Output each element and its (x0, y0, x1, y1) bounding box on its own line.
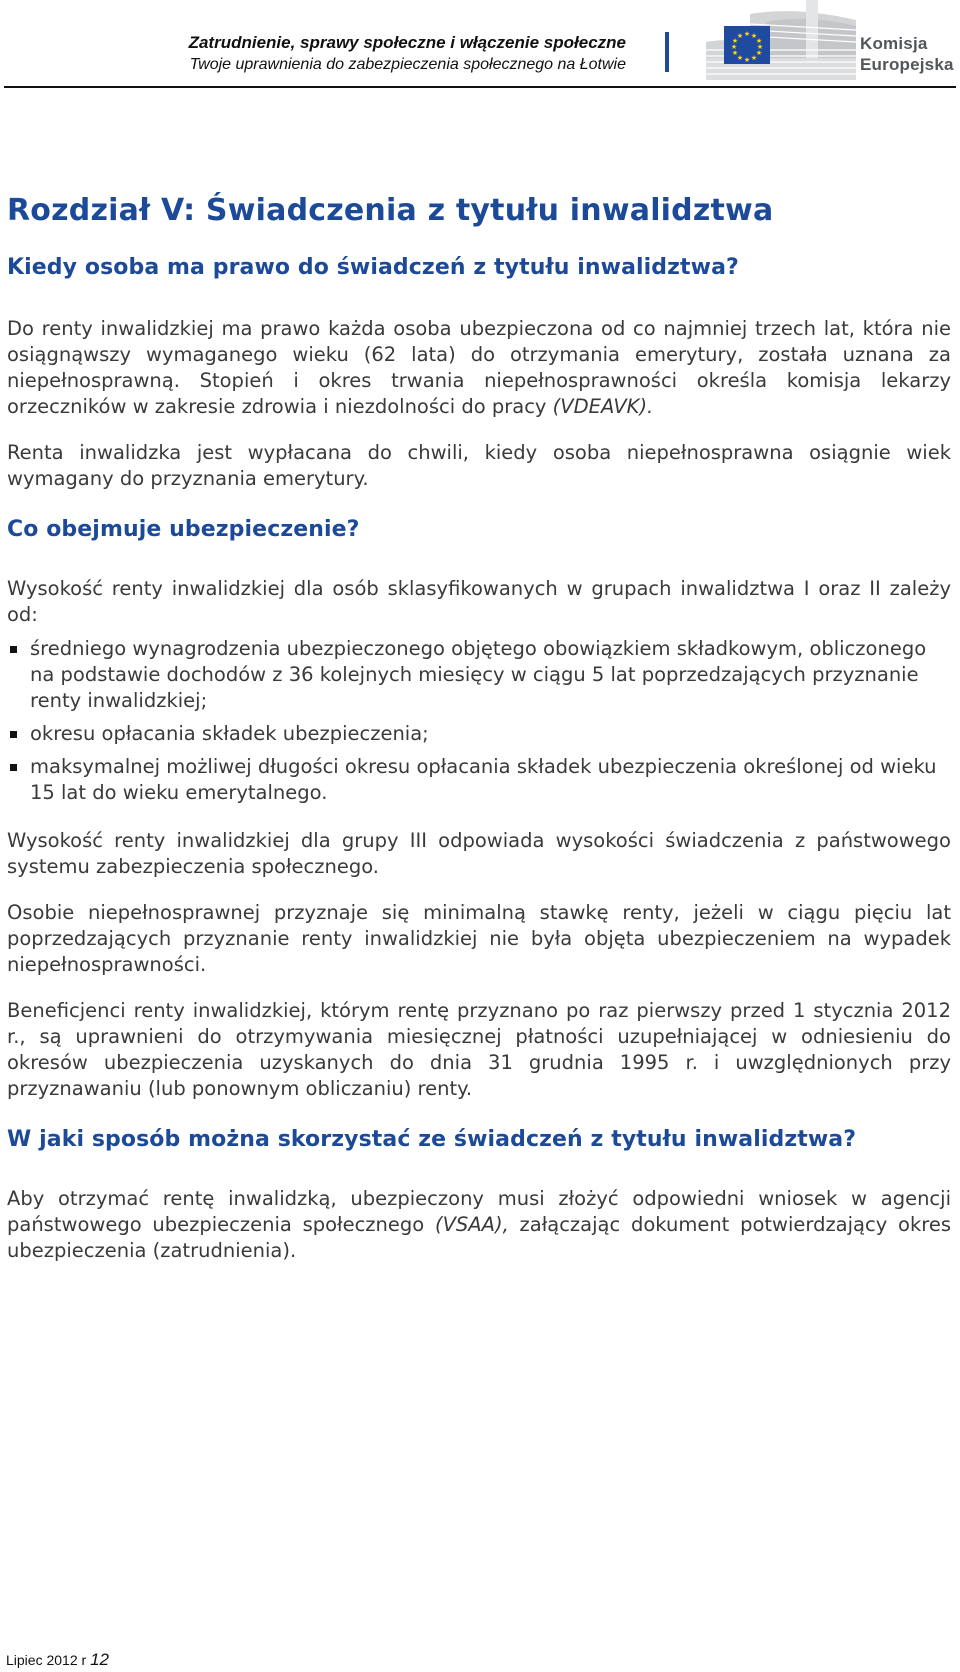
logo-line2: Europejska (860, 55, 954, 74)
abbreviation-vsaa: (VSAA), (434, 1213, 509, 1236)
header-department: Zatrudnienie, sprawy społeczne i włączenie społeczne (188, 33, 626, 52)
chapter-title: Rozdział V: Świadczenia z tytułu inwalidztwa (7, 193, 774, 228)
bullet-square-icon (10, 646, 17, 653)
bullet-list (7, 636, 951, 806)
svg-text:★: ★ (731, 49, 739, 57)
list-item-text: średniego wynagrodzenia ubezpieczonego objętego obowiązkiem składkowym, obliczonego na podstawie dochodów z 36 kolejnych miesięcy w ciągu 5 lat poprzedzających przyznanie renty inwalidzkiej; (30, 637, 927, 712)
list-item-text: maksymalnej możliwej długości okresu opłacania składek ubezpieczenia określonej od wieku 15 lat do wieku emerytalnego. (30, 755, 937, 804)
svg-text:★: ★ (755, 49, 763, 57)
list-item (7, 721, 951, 747)
header-rule (4, 86, 956, 88)
paragraph-minimal-rate: Osobie niepełnosprawnej przyznaje się minimalną stawkę renty, jeżeli w ciągu pięciu lat poprzedzających przyznanie renty inwalidzkiej nie była objęta ubezpieczeniem na wypadek niepełnosprawności. (7, 901, 951, 976)
document-body (7, 188, 951, 1264)
paragraph-eligibility (7, 316, 951, 420)
bullet-square-icon (10, 731, 17, 738)
header-text (189, 32, 626, 75)
section-heading-how-to-apply: W jaki sposób można skorzystać ze świadczeń z tytułu inwalidztwa? (7, 1127, 857, 1152)
svg-text:★: ★ (743, 30, 751, 38)
page-number: 12 (90, 1650, 109, 1669)
paragraph-beneficiaries: Beneficjenci renty inwalidzkiej, którym rentę przyznano po raz pierwszy przed 1 stycznia 2012 r., są uprawnieni do otrzymywania miesięcznej płatności uzupełniającej w odniesieniu do okresów ubezpieczenia uzyskanych do dnia 31 grudnia 1995 r. i uwzględnionych przy przyznawaniu (lub ponownym obliczaniu) renty. (7, 999, 951, 1100)
footer-date: Lipiec 2012 r (6, 1652, 91, 1668)
header-subtitle: Twoje uprawnienia do zabezpieczenia społecznego na Łotwie (189, 56, 626, 73)
svg-text:★: ★ (755, 37, 763, 45)
svg-text:★: ★ (736, 32, 744, 40)
section-heading-eligibility: Kiedy osoba ma prawo do świadczeń z tytułu inwalidztwa? (7, 255, 739, 280)
list-item-text: okresu opłacania składek ubezpieczenia; (30, 722, 429, 745)
logo-text (860, 33, 960, 75)
section-heading-coverage: Co obejmuje ubezpieczenie? (7, 517, 360, 542)
paragraph-application-text: Aby otrzymać rentę inwalidzką, ubezpieczony musi złożyć odpowiedni wniosek w agencji państwowego ubezpieczenia społecznego (7, 1187, 951, 1236)
svg-text:★: ★ (756, 43, 764, 51)
page-footer (6, 1650, 109, 1670)
svg-text:★: ★ (731, 37, 739, 45)
paragraph-eligibility-text: Do renty inwalidzkiej ma prawo każda osoba ubezpieczona od co najmniej trzech lat, która nie osiągnąwszy wymaganego wieku (62 lata) do otrzymania emerytury, została uznana za niepełnosprawną. Stopień i okres trwania niepełnosprawności określa komisja lekarzy orzeczników w zakresie zdrowia i niezdolności do pracy (7, 317, 951, 418)
list-item (7, 754, 951, 806)
list-item (7, 636, 951, 714)
paragraph-application (7, 1186, 951, 1264)
svg-text:★: ★ (750, 32, 758, 40)
header-divider (665, 32, 669, 72)
paragraph-amount-intro: Wysokość renty inwalidzkiej dla osób sklasyfikowanych w grupach inwalidztwa I oraz II zależy od: (7, 577, 951, 626)
paragraph-group-three: Wysokość renty inwalidzkiej dla grupy III odpowiada wysokości świadczenia z państwowego systemu zabezpieczenia społecznego. (7, 829, 951, 878)
svg-text:★: ★ (736, 54, 744, 62)
svg-text:★: ★ (730, 43, 738, 51)
svg-text:★: ★ (750, 54, 758, 62)
paragraph-payment-duration: Renta inwalidzka jest wypłacana do chwili, kiedy osoba niepełnosprawna osiągnie wiek wymagany do przyznania emerytury. (7, 441, 951, 490)
bullet-square-icon (10, 764, 17, 771)
paragraph-application-text-end: załączając dokument potwierdzający okres ubezpieczenia (zatrudnienia). (7, 1213, 951, 1262)
svg-text:★: ★ (743, 56, 751, 64)
logo-line1: Komisja (860, 34, 928, 53)
abbreviation-vdeavk: (VDEAVK). (552, 395, 654, 418)
